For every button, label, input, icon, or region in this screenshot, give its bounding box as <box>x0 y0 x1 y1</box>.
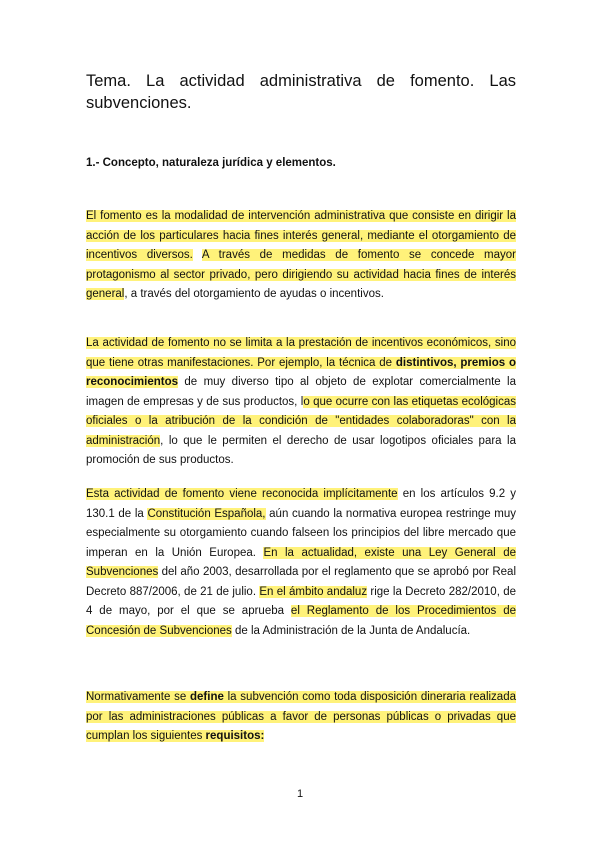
highlighted-text: En el ámbito andaluz <box>259 585 368 598</box>
highlighted-text: distintivos, premios o reconocimientos <box>86 356 516 388</box>
highlighted-text: o que ocurre con las etiquetas ecológicas oficiales o la atribución de la condición de "entidades colaboradoras" con la administración <box>86 395 516 447</box>
section-heading: 1.- Concepto, naturaleza jurídica y elementos. <box>86 157 336 169</box>
text-run: en los artículos 9.2 y 130.1 de la <box>86 488 516 520</box>
text-run: , a través del otorgamiento de ayudas o incentivos. <box>124 288 384 300</box>
text-run: rige la Decreto 282/2010, de 4 de mayo, por el que se aprueba <box>86 585 517 617</box>
text-run: , lo que le permiten el derecho de usar logotipos oficiales para la promoción de sus productos. <box>86 434 516 466</box>
paragraph-other-manifestations <box>86 334 516 471</box>
highlighted-text: Esta actividad de fomento viene reconocida implícitamente <box>86 488 398 500</box>
highlighted-text: define <box>190 691 224 703</box>
text-run: del año 2003, desarrollada por el reglamento que se aprobó por Real Decreto 887/2006, de 21 de julio. <box>86 566 516 598</box>
highlighted-text: La actividad de fomento no se limita a la prestación de incentivos económicos, sino que tiene otras manifestaciones. Por ejemplo, la técnica de <box>86 337 516 369</box>
text-run <box>193 249 202 261</box>
document-title: Tema. La actividad administrativa de fomento. Las subvenciones. <box>86 72 516 112</box>
text-run: de muy diverso tipo al objeto de explotar comercialmente la imagen de empresas y de sus productos, l <box>86 376 516 408</box>
paragraph-subvention-definition <box>86 688 516 747</box>
highlighted-text: A través de medidas de fomento se concede mayor protagonismo al sector privado, pero dirigiendo su actividad hacia fines de interés general <box>86 249 517 300</box>
highlighted-text: la subvención como toda disposición dineraria realizada por las administraciones públicas a favor de personas públicas o privadas que cumplan los siguientes <box>86 691 516 742</box>
highlighted-text: Constitución Española, <box>147 507 266 520</box>
highlighted-text: En la actualidad, existe una Ley General de Subvenciones <box>86 546 516 578</box>
text-run: aún cuando la normativa europea restringe muy especialmente su otorgamiento cuando falseen los principios del libre mercado que imperan en la Unión Europea. <box>86 507 516 559</box>
page-number: 1 <box>296 788 304 800</box>
highlighted-text: El fomento es la modalidad de intervención administrativa que consiste en dirigir la acción de los particulares hacia fines interés general, mediante el otorgamiento de incentivos diversos. <box>86 210 516 261</box>
highlighted-text: el Reglamento de los Procedimientos de Concesión de Subvenciones <box>86 605 516 637</box>
highlighted-text: requisitos: <box>205 730 265 742</box>
highlighted-text: Normativamente se <box>86 691 190 703</box>
paragraph-fomento-definition <box>86 207 516 305</box>
text-run: de la Administración de la Junta de Andalucía. <box>231 624 471 637</box>
paragraph-legal-framework <box>86 485 516 641</box>
